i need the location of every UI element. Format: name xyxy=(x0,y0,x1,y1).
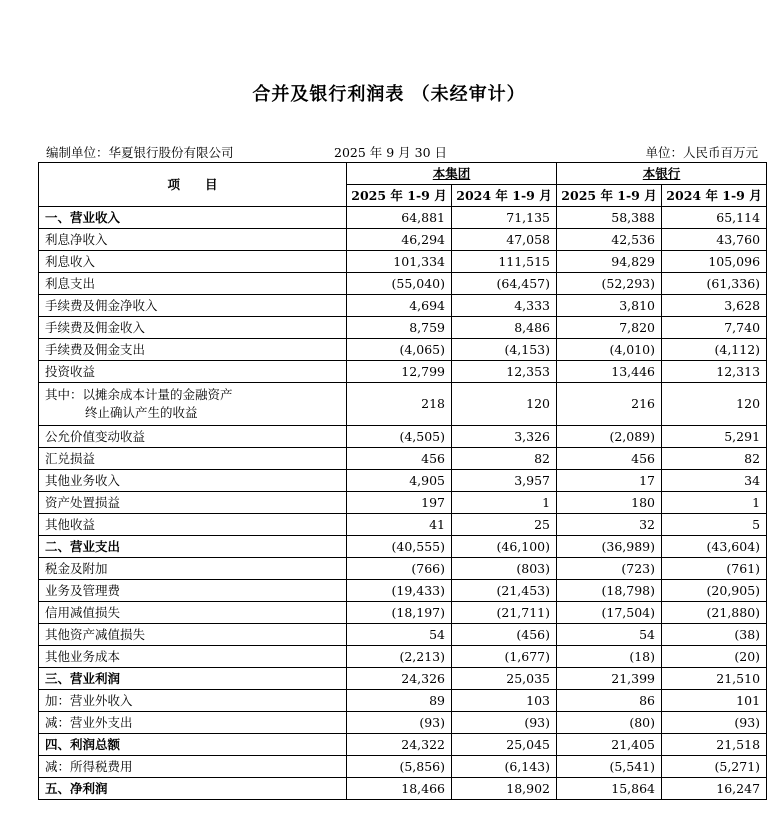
table-row xyxy=(39,361,767,383)
group-2024-value: 111,515 xyxy=(452,251,557,273)
bank-2025-value: 456 xyxy=(557,448,662,470)
bank-2024-value: (20) xyxy=(662,646,767,668)
bank-column-header xyxy=(557,163,767,185)
bank-2024-value: 65,114 xyxy=(662,207,767,229)
row-label-text: 信用减值损失 xyxy=(45,605,121,620)
bank-2025-value: 42,536 xyxy=(557,229,662,251)
bank-2025-value: (18) xyxy=(557,646,662,668)
bank-2024-value: (43,604) xyxy=(662,536,767,558)
row-label xyxy=(39,492,347,514)
group-2025-value: (4,065) xyxy=(347,339,452,361)
row-label xyxy=(39,558,347,580)
row-label xyxy=(39,207,347,229)
bank-header-label: 本银行 xyxy=(642,166,681,181)
table-row xyxy=(39,756,767,778)
row-label-text: 业务及管理费 xyxy=(45,583,121,598)
table-row xyxy=(39,734,767,756)
row-label-text: 手续费及佣金收入 xyxy=(45,320,146,335)
table-row xyxy=(39,426,767,448)
row-label-text: 税金及附加 xyxy=(45,561,108,576)
group-2024-value: (64,457) xyxy=(452,273,557,295)
row-label xyxy=(39,383,347,426)
group-2025-value: 218 xyxy=(347,383,452,426)
row-label-text: 汇兑损益 xyxy=(45,451,96,466)
group-2024-value: 25,035 xyxy=(452,668,557,690)
report-meta xyxy=(46,143,758,161)
table-row xyxy=(39,580,767,602)
group-2025-value: (4,505) xyxy=(347,426,452,448)
bank-2025-value: 216 xyxy=(557,383,662,426)
bank-2025-value: 32 xyxy=(557,514,662,536)
group-2024-value: (6,143) xyxy=(452,756,557,778)
group-2024-value: 1 xyxy=(452,492,557,514)
bank-2024-value: 12,313 xyxy=(662,361,767,383)
group-column-header xyxy=(347,163,557,185)
report-title: 合并及银行利润表 （未经审计） xyxy=(252,84,526,105)
group-2024-value: (21,711) xyxy=(452,602,557,624)
table-row xyxy=(39,646,767,668)
row-label-text: 四、利润总额 xyxy=(45,737,121,752)
table-row xyxy=(39,339,767,361)
group-2025-value: (40,555) xyxy=(347,536,452,558)
row-label xyxy=(39,317,347,339)
report-date: 2025 年 9 月 30 日 xyxy=(334,145,448,160)
group-2025-header: 2025 年 1-9 月 xyxy=(347,185,452,207)
bank-2025-header: 2025 年 1-9 月 xyxy=(557,185,662,207)
group-2025-value: 24,326 xyxy=(347,668,452,690)
group-2024-header: 2024 年 1-9 月 xyxy=(452,185,557,207)
bank-2025-value: 21,405 xyxy=(557,734,662,756)
group-2024-value: 120 xyxy=(452,383,557,426)
bank-2025-value: 94,829 xyxy=(557,251,662,273)
bank-2024-value: (4,112) xyxy=(662,339,767,361)
group-2025-value: 12,799 xyxy=(347,361,452,383)
org-name: 编制单位：华夏银行股份有限公司 xyxy=(46,145,234,160)
bank-2025-value: 58,388 xyxy=(557,207,662,229)
bank-2024-value: 105,096 xyxy=(662,251,767,273)
bank-2025-value: (4,010) xyxy=(557,339,662,361)
row-label-text: 加：营业外收入 xyxy=(45,693,133,708)
group-2025-value: 101,334 xyxy=(347,251,452,273)
group-2024-value: 25 xyxy=(452,514,557,536)
group-2024-value: 3,326 xyxy=(452,426,557,448)
row-label xyxy=(39,580,347,602)
row-label-text: 其他业务收入 xyxy=(45,473,121,488)
table-row xyxy=(39,251,767,273)
row-label-text: 一、营业收入 xyxy=(45,210,121,225)
group-2025-value: 18,466 xyxy=(347,778,452,800)
header-row-1 xyxy=(39,163,767,185)
bank-2024-value: 101 xyxy=(662,690,767,712)
group-2024-value: (93) xyxy=(452,712,557,734)
group-2025-value: 197 xyxy=(347,492,452,514)
table-row xyxy=(39,536,767,558)
group-2025-value: (19,433) xyxy=(347,580,452,602)
group-2024-value: (803) xyxy=(452,558,557,580)
row-label-text: 手续费及佣金支出 xyxy=(45,342,146,357)
group-2025-value: 46,294 xyxy=(347,229,452,251)
row-label xyxy=(39,339,347,361)
bank-2024-value: 43,760 xyxy=(662,229,767,251)
row-label-text: 手续费及佣金净收入 xyxy=(45,298,158,313)
row-label xyxy=(39,514,347,536)
income-statement-table xyxy=(38,162,767,800)
bank-2024-value: 7,740 xyxy=(662,317,767,339)
bank-2025-value: 21,399 xyxy=(557,668,662,690)
row-label xyxy=(39,646,347,668)
bank-2024-value: (93) xyxy=(662,712,767,734)
group-2025-value: (93) xyxy=(347,712,452,734)
bank-2024-value: (5,271) xyxy=(662,756,767,778)
group-2024-value: 8,486 xyxy=(452,317,557,339)
bank-2025-value: 180 xyxy=(557,492,662,514)
row-label-text: 其他业务成本 xyxy=(45,649,121,664)
table-row xyxy=(39,470,767,492)
bank-2024-value: (761) xyxy=(662,558,767,580)
group-2024-value: 71,135 xyxy=(452,207,557,229)
bank-2025-value: (52,293) xyxy=(557,273,662,295)
row-label xyxy=(39,778,347,800)
group-2024-value: (4,153) xyxy=(452,339,557,361)
table-row xyxy=(39,624,767,646)
table-row xyxy=(39,514,767,536)
bank-2025-value: (18,798) xyxy=(557,580,662,602)
group-2024-value: 4,333 xyxy=(452,295,557,317)
row-label-text: 其中：以摊余成本计量的金融资产 xyxy=(45,387,233,402)
table-row xyxy=(39,383,767,426)
row-label xyxy=(39,690,347,712)
bank-2024-value: 16,247 xyxy=(662,778,767,800)
row-label xyxy=(39,668,347,690)
bank-2025-value: 13,446 xyxy=(557,361,662,383)
row-label xyxy=(39,624,347,646)
row-label xyxy=(39,470,347,492)
group-2025-value: 24,322 xyxy=(347,734,452,756)
row-label xyxy=(39,273,347,295)
bank-2024-value: 5,291 xyxy=(662,426,767,448)
bank-2024-value: (20,905) xyxy=(662,580,767,602)
group-2025-value: 64,881 xyxy=(347,207,452,229)
bank-2025-value: (17,504) xyxy=(557,602,662,624)
row-label xyxy=(39,712,347,734)
group-2024-value: 25,045 xyxy=(452,734,557,756)
table-row xyxy=(39,229,767,251)
table-row xyxy=(39,492,767,514)
bank-2025-value: (5,541) xyxy=(557,756,662,778)
bank-2025-value: 15,864 xyxy=(557,778,662,800)
item-column-header: 项 目 xyxy=(39,163,347,207)
group-header-label: 本集团 xyxy=(432,166,471,181)
bank-2024-value: 1 xyxy=(662,492,767,514)
bank-2025-value: 17 xyxy=(557,470,662,492)
group-2025-value: (766) xyxy=(347,558,452,580)
group-2025-value: (18,197) xyxy=(347,602,452,624)
table-row xyxy=(39,778,767,800)
group-2025-value: 54 xyxy=(347,624,452,646)
group-2025-value: 8,759 xyxy=(347,317,452,339)
bank-2024-value: 21,510 xyxy=(662,668,767,690)
row-label xyxy=(39,361,347,383)
table-row xyxy=(39,712,767,734)
bank-2025-value: (723) xyxy=(557,558,662,580)
row-label-text: 其他收益 xyxy=(45,517,96,532)
row-label-text: 利息收入 xyxy=(45,254,96,269)
row-label xyxy=(39,295,347,317)
bank-2024-value: (21,880) xyxy=(662,602,767,624)
row-label xyxy=(39,536,347,558)
bank-2025-value: 3,810 xyxy=(557,295,662,317)
group-2024-value: 82 xyxy=(452,448,557,470)
group-2024-value: 47,058 xyxy=(452,229,557,251)
row-label xyxy=(39,756,347,778)
group-2024-value: 12,353 xyxy=(452,361,557,383)
group-2024-value: 18,902 xyxy=(452,778,557,800)
row-label-text: 公允价值变动收益 xyxy=(45,429,146,444)
bank-2024-value: 21,518 xyxy=(662,734,767,756)
group-2025-value: (55,040) xyxy=(347,273,452,295)
table-row xyxy=(39,558,767,580)
group-2025-value: (2,213) xyxy=(347,646,452,668)
group-2024-value: (456) xyxy=(452,624,557,646)
bank-2024-value: 5 xyxy=(662,514,767,536)
group-2025-value: 4,694 xyxy=(347,295,452,317)
row-label-text: 资产处置损益 xyxy=(45,495,121,510)
group-2024-value: 103 xyxy=(452,690,557,712)
group-2025-value: 41 xyxy=(347,514,452,536)
row-label-text: 减：所得税费用 xyxy=(45,759,133,774)
table-row xyxy=(39,668,767,690)
table-row xyxy=(39,295,767,317)
row-label-text: 投资收益 xyxy=(45,364,96,379)
bank-2025-value: 86 xyxy=(557,690,662,712)
bank-2025-value: 54 xyxy=(557,624,662,646)
currency-unit: 单位：人民币百万元 xyxy=(645,145,758,160)
bank-2025-value: 7,820 xyxy=(557,317,662,339)
bank-2024-value: 34 xyxy=(662,470,767,492)
group-2025-value: 456 xyxy=(347,448,452,470)
bank-2024-value: 120 xyxy=(662,383,767,426)
group-2025-value: 89 xyxy=(347,690,452,712)
row-label-text: 减：营业外支出 xyxy=(45,715,133,730)
bank-2025-value: (2,089) xyxy=(557,426,662,448)
row-label xyxy=(39,251,347,273)
row-label-text: 利息净收入 xyxy=(45,232,108,247)
group-2024-value: (46,100) xyxy=(452,536,557,558)
table-row xyxy=(39,273,767,295)
bank-2024-value: 3,628 xyxy=(662,295,767,317)
group-2024-value: (21,453) xyxy=(452,580,557,602)
table-row xyxy=(39,207,767,229)
bank-2025-value: (80) xyxy=(557,712,662,734)
bank-2024-header: 2024 年 1-9 月 xyxy=(662,185,767,207)
row-label-text-cont: 终止确认产生的收益 xyxy=(85,405,198,420)
group-2024-value: 3,957 xyxy=(452,470,557,492)
row-label xyxy=(39,734,347,756)
table-row xyxy=(39,602,767,624)
row-label-text: 三、营业利润 xyxy=(45,671,121,686)
bank-2024-value: 82 xyxy=(662,448,767,470)
table-row xyxy=(39,448,767,470)
row-label xyxy=(39,448,347,470)
row-label xyxy=(39,229,347,251)
table-row xyxy=(39,317,767,339)
bank-2025-value: (36,989) xyxy=(557,536,662,558)
group-2024-value: (1,677) xyxy=(452,646,557,668)
row-label-text: 五、净利润 xyxy=(45,781,108,796)
row-label xyxy=(39,426,347,448)
group-2025-value: (5,856) xyxy=(347,756,452,778)
bank-2024-value: (38) xyxy=(662,624,767,646)
row-label-text: 其他资产减值损失 xyxy=(45,627,146,642)
row-label xyxy=(39,602,347,624)
row-label-text: 二、营业支出 xyxy=(45,539,121,554)
bank-2024-value: (61,336) xyxy=(662,273,767,295)
row-label-text: 利息支出 xyxy=(45,276,96,291)
table-row xyxy=(39,690,767,712)
group-2025-value: 4,905 xyxy=(347,470,452,492)
